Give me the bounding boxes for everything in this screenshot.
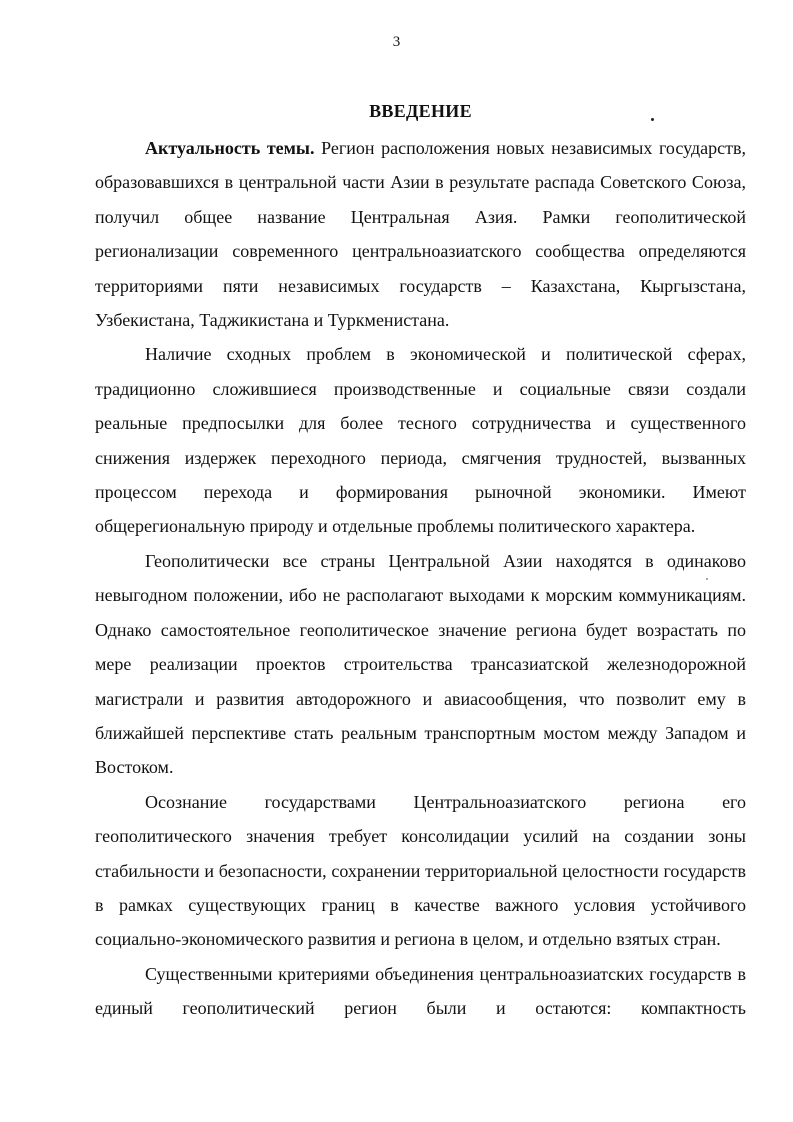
paragraph-text: Наличие сходных проблем в экономической и политической сферах, традиционно сложившиеся производственные и социальные связи создали реальные предпосылки для более тесного сотрудничества и существенного снижения издержек переходного периода, смягчения трудностей, вызванных процессом перехода и формирования рыночной экономики. Имеют общерегиональную природу и отдельные проблемы политического характера. <box>95 344 746 537</box>
page-number: 3 <box>392 34 401 50</box>
paragraph-text: Существенными критериями объединения центральноазиатских государств в единый геополитический регион были и остаются: компактность <box>95 963 746 1019</box>
paragraph-text: Регион расположения новых независимых государств, образовавшихся в центральной части Азии в результате распада Советского Союза, получил общее название Центральная Азия. Рамки геополитической регионализации современного центральноазиатского сообщества определяются территориями пяти независимых государств – Казахстана, Кыргызстана, Узбекистана, Таджикистана и Туркменистана. <box>95 138 746 331</box>
paragraph-text: Осознание государствами Центральноазиатского региона его геополитического значения требует консолидации усилий на создании зоны стабильности и безопасности, сохранении территориальной целостности государств в рамках существующих границ в качестве важного условия устойчивого социально-экономического развития и региона в целом, и отдельно взятых стран. <box>95 791 746 950</box>
paragraph-text: Геополитически все страны Центральной Азии находятся в одинаково невыгодном положении, ибо не располагают выходами к морским коммуникациям. Однако самостоятельное геополитическое значение региона будет возрастать по мере реализации проектов строительства трансазиатской железнодорожной магистрали и развития автодорожного и авиасообщения, что позволит ему в ближайшей перспективе стать реальным транспортным мостом между Западом и Востоком. <box>95 550 746 778</box>
section-heading: ВВЕДЕНИЕ <box>369 101 472 121</box>
paragraph-1 <box>95 131 746 337</box>
section-heading-wrap <box>95 100 746 122</box>
scan-speck <box>651 118 654 121</box>
paragraph-lead: Актуальность темы. <box>145 138 315 158</box>
body-text <box>95 131 746 1026</box>
paragraph-5 <box>95 957 746 1026</box>
paragraph-4 <box>95 785 746 957</box>
paragraph-2 <box>95 337 746 543</box>
paragraph-3 <box>95 544 746 785</box>
